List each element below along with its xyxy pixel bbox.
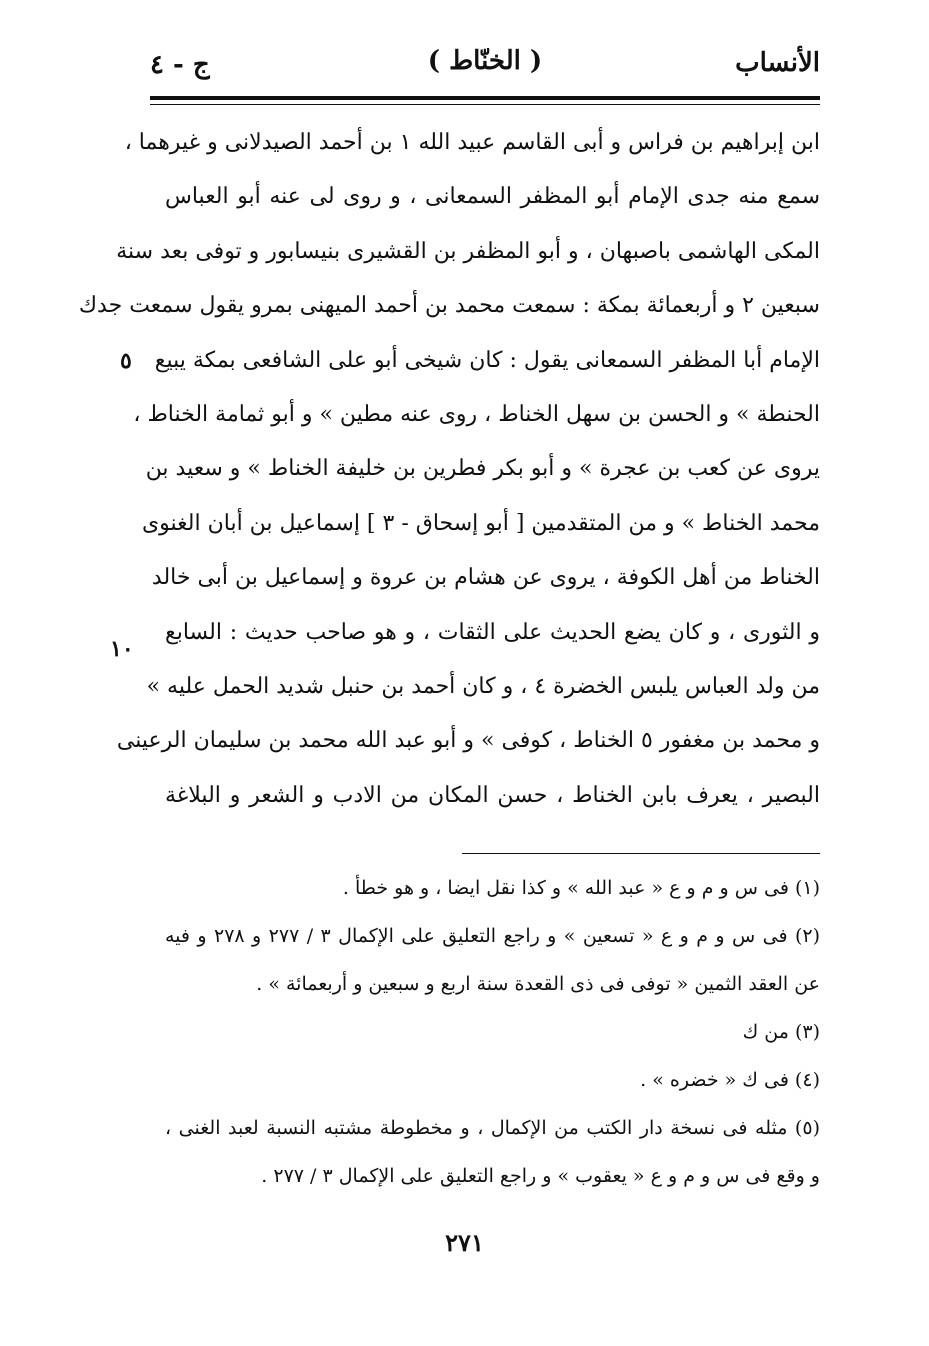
book-title: الأنساب — [735, 48, 820, 78]
text-line-10: و الثورى ، و كان يضع الحديث على الثقات ، و هو صاحب حديث : السابع — [165, 619, 820, 645]
text-line-13: البصير ، يعرف بابن الخناط ، حسن المكان من الادب و الشعر و البلاغة — [165, 782, 820, 808]
footnote-rule — [462, 853, 820, 854]
entry-title: ( الخنّاط ) — [427, 46, 543, 76]
footnote-2: (٢) فى س و م و ع « تسعين » و راجع التعليق على الإكمال ٣ / ٢٧٧ و ٢٧٨ و فيه — [165, 925, 820, 947]
footnote-1: (١) فى س و م و ع « عبد الله » و كذا نقل ايضا ، و هو خطأ . — [342, 877, 820, 899]
page-number: ٢٧١ — [445, 1228, 484, 1257]
text-line-3: المكى الهاشمى باصبهان ، و أبو المظفر بن القشيرى بنيسابور و توفى بعد سنة — [116, 238, 820, 264]
header-rule-thin — [150, 104, 820, 105]
line-number-5: ٥ — [120, 348, 132, 374]
text-line-2: سمع منه جدى الإمام أبو المظفر السمعانى ، و روى لى عنه أبو العباس — [165, 184, 820, 210]
footnote-5-continuation: و وقع فى س و م و ع « يعقوب » و راجع التعليق على الإكمال ٣ / ٢٧٧ . — [261, 1165, 820, 1187]
text-line-12: و محمد بن مغفور ٥ الخناط ، كوفى » و أبو عبد الله محمد بن سليمان الرعينى — [116, 728, 820, 754]
footnote-3: (٣) من ك — [742, 1021, 820, 1043]
running-header — [150, 42, 820, 90]
text-line-4: سبعين ٢ و أربعمائة بمكة : سمعت محمد بن أحمد الميهنى بمرو يقول سمعت جدك — [78, 293, 820, 319]
line-number-10: ١٠ — [110, 636, 134, 662]
text-line-1: ابن إبراهيم بن فراس و أبى القاسم عبيد الله ١ بن أحمد الصيدلانى و غيرهما ، — [124, 130, 820, 155]
footnote-5: (٥) مثله فى نسخة دار الكتب من الإكمال ، و مخطوطة مشتبه النسبة لعبد الغنى ، — [165, 1117, 820, 1139]
text-line-11: من ولد العباس يلبس الخضرة ٤ ، و كان أحمد بن حنبل شديد الحمل عليه » — [146, 673, 820, 699]
volume-label: ج - ٤ — [150, 50, 210, 80]
header-rule-thick — [150, 96, 820, 100]
text-line-7: يروى عن كعب بن عجرة » و أبو بكر فطرين بن خليفة الخناط » و سعيد بن — [145, 456, 820, 482]
footnote-2-continuation: عن العقد الثمين « توفى فى ذى القعدة سنة اربع و سبعين و أربعمائة » . — [256, 973, 820, 995]
text-line-6: الحنطة » و الحسن بن سهل الخناط ، روى عنه مطين » و أبو ثمامة الخناط ، — [133, 401, 820, 427]
footnote-4: (٤) فى ك « خضره » . — [640, 1069, 820, 1091]
footnotes — [165, 864, 820, 1200]
text-line-9: الخناط من أهل الكوفة ، يروى عن هشام بن عروة و إسماعيل بن أبى خالد — [151, 565, 820, 591]
text-line-5: الإمام أبا المظفر السمعانى يقول : كان شيخى أبو على الشافعى بمكة يبيع — [154, 347, 820, 373]
text-line-8: محمد الخناط » و من المتقدمين [ أبو إسحاق - ٣ ] إسماعيل بن أبان الغنوى — [141, 510, 820, 536]
